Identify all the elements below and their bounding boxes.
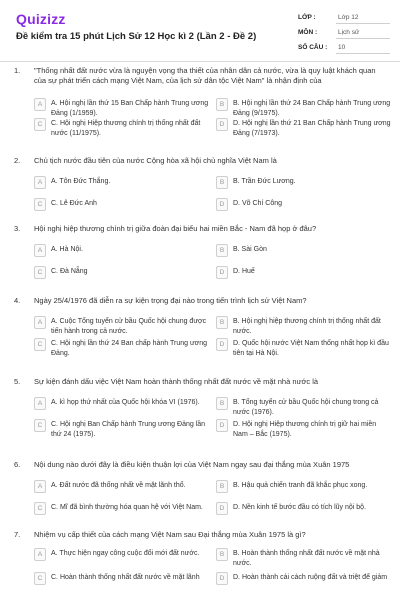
option-letter-box[interactable]: C: [34, 266, 46, 279]
answer-option-d[interactable]: [216, 198, 388, 218]
option-text: D. Quốc hội nước Việt Nam thống nhất họp kì đầu tiên tại Hà Nội.: [233, 340, 389, 357]
option-text: A. Cuộc Tổng tuyển cử bầu Quốc hội chung được tiến hành trong cả nước.: [51, 318, 207, 335]
question-text: Nội dung nào dưới đây là điều kiện thuận lợi của Việt Nam ngay sau đại thắng mùa Xuân 1975: [34, 460, 350, 469]
meta-row-question-count: [298, 40, 390, 55]
option-letter-box[interactable]: D: [216, 502, 228, 515]
meta-value: 10: [336, 42, 390, 54]
meta-value: Lịch sử: [336, 27, 390, 39]
answer-option-b[interactable]: [216, 548, 388, 568]
option-text: D. Hội nghị lần thứ 21 Ban Chấp hành Trung ương Đảng (7/1973).: [233, 120, 391, 137]
answer-option-a[interactable]: [34, 316, 206, 336]
question-number: 1.: [14, 66, 21, 75]
option-letter-box[interactable]: B: [216, 397, 228, 410]
option-letter-box[interactable]: A: [34, 397, 46, 410]
option-letter-box[interactable]: A: [34, 548, 46, 561]
option-letter-box[interactable]: B: [216, 316, 228, 329]
worksheet-header: [0, 0, 400, 62]
option-text: B. Hội nghị lần thứ 24 Ban Chấp hành Trung ương Đảng (9/1975).: [233, 100, 391, 117]
question-number: 3.: [14, 224, 21, 233]
option-text: B. Hoàn thành thống nhất đất nước về mặt nhà nước.: [233, 550, 380, 567]
option-text: C. Hội nghị Hiệp thương chính trị thống nhất đất nước (11/1975).: [51, 120, 201, 137]
option-letter-box[interactable]: C: [34, 338, 46, 351]
answer-option-c[interactable]: [34, 198, 206, 218]
option-letter-box[interactable]: B: [216, 548, 228, 561]
answer-option-c[interactable]: [34, 266, 206, 286]
question-item: [0, 377, 400, 467]
option-letter-box[interactable]: D: [216, 266, 228, 279]
question-number: 4.: [14, 296, 21, 305]
answer-option-a[interactable]: [34, 397, 206, 417]
question-number: 6.: [14, 460, 21, 469]
option-letter-box[interactable]: D: [216, 338, 228, 351]
answer-option-b[interactable]: [216, 397, 388, 417]
meta-row-class: [298, 10, 390, 25]
answer-option-b[interactable]: [216, 316, 388, 336]
option-letter-box[interactable]: C: [34, 572, 46, 585]
option-letter-box[interactable]: B: [216, 176, 228, 189]
answer-option-c[interactable]: [34, 118, 206, 138]
question-item: [0, 296, 400, 386]
option-text: A. Thực hiện ngay công cuộc đổi mới đất nước.: [51, 550, 200, 557]
option-text: A. Tôn Đức Thắng.: [51, 178, 111, 185]
answer-option-a[interactable]: [34, 176, 206, 196]
question-number: 7.: [14, 530, 21, 539]
answer-option-b[interactable]: [216, 480, 388, 500]
option-letter-box[interactable]: B: [216, 244, 228, 257]
option-text: D. Hoàn thành cải cách ruộng đất và triệt để giảm: [233, 574, 388, 581]
option-letter-box[interactable]: C: [34, 502, 46, 515]
question-item: [0, 66, 400, 156]
answer-option-b[interactable]: [216, 244, 388, 264]
option-letter-box[interactable]: C: [34, 198, 46, 211]
option-text: A. Đất nước đã thống nhất về mặt lãnh thổ.: [51, 482, 186, 489]
option-letter-box[interactable]: A: [34, 244, 46, 257]
option-letter-box[interactable]: D: [216, 198, 228, 211]
option-text: C. Lê Đức Anh: [51, 200, 97, 207]
answer-option-d[interactable]: [216, 502, 388, 522]
answer-option-a[interactable]: [34, 480, 206, 500]
answer-option-c[interactable]: [34, 572, 206, 592]
option-letter-box[interactable]: C: [34, 118, 46, 131]
option-text: A. kì họp thứ nhất của Quốc hội khóa VI (1976).: [51, 399, 200, 406]
answer-option-d[interactable]: [216, 118, 391, 138]
answer-option-c[interactable]: [34, 502, 206, 522]
answer-option-b[interactable]: [216, 98, 391, 118]
worksheet-meta: [298, 10, 390, 55]
option-text: C. Hội nghị Ban Chấp hành Trung ương Đảng lần thứ 24 (1975).: [51, 421, 206, 438]
option-text: B. Hội nghị hiệp thương chính trị thống nhất đất nước.: [233, 318, 381, 335]
option-letter-box[interactable]: B: [216, 98, 228, 111]
worksheet-title: Đề kiểm tra 15 phút Lịch Sử 12 Học kì 2 (Lần 2 - Đề 2): [16, 31, 257, 42]
option-letter-box[interactable]: A: [34, 480, 46, 493]
meta-label: SỐ CÂU :: [298, 44, 328, 51]
answer-option-d[interactable]: [216, 419, 388, 439]
option-letter-box[interactable]: A: [34, 316, 46, 329]
option-letter-box[interactable]: D: [216, 419, 228, 432]
question-number: 2.: [14, 156, 21, 165]
answer-option-c[interactable]: [34, 338, 206, 358]
option-text: A. Hà Nội.: [51, 246, 83, 253]
option-text: C. Hoàn thành thống nhất đất nước về mặt lãnh: [51, 574, 200, 581]
meta-label: MÔN :: [298, 29, 318, 36]
option-text: D. Hội nghị Hiệp thương chính trị giữ hai miền Nam – Bắc (1975).: [233, 421, 377, 438]
option-letter-box[interactable]: A: [34, 98, 46, 111]
option-text: D. Nền kinh tế bước đầu có tích lũy nội bộ.: [233, 504, 367, 511]
option-letter-box[interactable]: C: [34, 419, 46, 432]
question-text: "Thống nhất đất nước vừa là nguyện vọng tha thiết của nhân dân cả nước, vừa là quy luật khách quan của sự phát triển cách mạng Việt Nam, của lịch sử dân tộc Việt Nam" là nhận định của: [34, 66, 376, 85]
meta-value: Lớp 12: [336, 12, 390, 24]
option-text: D. Võ Chí Công: [233, 200, 283, 207]
answer-option-d[interactable]: [216, 572, 388, 592]
question-item: [0, 530, 400, 600]
answer-option-a[interactable]: [34, 548, 206, 568]
answer-option-d[interactable]: [216, 266, 388, 286]
question-text: Nhiệm vụ cấp thiết của cách mạng Việt Nam sau Đại thắng mùa Xuân 1975 là gì?: [34, 530, 306, 539]
option-text: C. Hội nghị lần thứ 24 Ban chấp hành Trung ương Đảng.: [51, 340, 208, 357]
option-text: C. Đà Nẵng: [51, 268, 88, 275]
question-text: Sự kiện đánh dấu việc Việt Nam hoàn thành thống nhất đất nước về mặt nhà nước là: [34, 377, 319, 386]
option-text: C. Mĩ đã bình thường hóa quan hệ với Việt Nam.: [51, 504, 203, 511]
option-text: D. Huế: [233, 268, 255, 275]
option-letter-box[interactable]: B: [216, 480, 228, 493]
option-letter-box[interactable]: D: [216, 118, 228, 131]
answer-option-d[interactable]: [216, 338, 388, 358]
option-text: B. Trần Đức Lương.: [233, 178, 296, 185]
option-letter-box[interactable]: A: [34, 176, 46, 189]
option-letter-box[interactable]: D: [216, 572, 228, 585]
option-text: B. Tổng tuyển cử bầu Quốc hội chung trong cả nước (1976).: [233, 399, 379, 416]
question-number: 5.: [14, 377, 21, 386]
answer-option-c[interactable]: [34, 419, 206, 439]
question-text: Ngày 25/4/1976 đã diễn ra sự kiện trọng đại nào trong tiến trình lịch sử Việt Nam?: [34, 296, 307, 305]
quizizz-logo: Quizizz: [16, 11, 66, 27]
meta-label: LỚP :: [298, 14, 316, 21]
option-text: B. Sài Gòn: [233, 246, 267, 253]
meta-row-subject: [298, 25, 390, 40]
option-text: A. Hội nghị lần thứ 15 Ban Chấp hành Trung ương Đảng (1/1959).: [51, 100, 209, 117]
option-text: B. Hậu quả chiến tranh đã khắc phục xong.: [233, 482, 368, 489]
question-text: Hội nghị hiệp thương chính trị giữa đoàn đại biểu hai miền Bắc - Nam đã họp ở đâu?: [34, 224, 317, 233]
question-text: Chủ tịch nước đầu tiên của nước Cộng hòa xã hội chủ nghĩa Việt Nam là: [34, 156, 277, 165]
answer-option-a[interactable]: [34, 98, 209, 118]
answer-option-b[interactable]: [216, 176, 388, 196]
answer-option-a[interactable]: [34, 244, 206, 264]
